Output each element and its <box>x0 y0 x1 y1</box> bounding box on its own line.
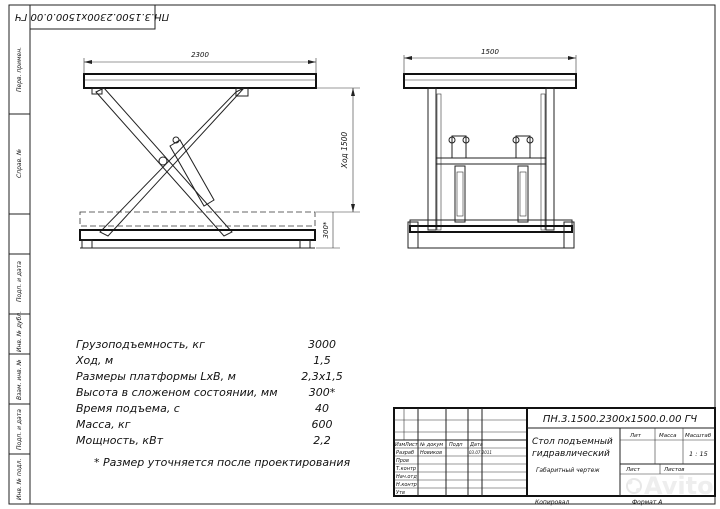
spec-label-stroke: Ход, м <box>76 354 114 367</box>
dim-folded: 300* <box>322 221 330 239</box>
rev-header-docno: № докум <box>420 442 444 448</box>
side-label-orig-no: Инв. № подл. <box>16 458 23 500</box>
spec-value-folded-height: 300* <box>308 386 336 399</box>
spec-value-platform-size: 2,3x1,5 <box>301 370 343 383</box>
side-label-ref-no: Справ. № <box>16 148 23 178</box>
developer-name: Новиков <box>420 450 443 456</box>
spec-label-mass: Масса, кг <box>76 418 131 431</box>
col-mass: Масса <box>659 433 677 439</box>
sheets-label: Листов <box>664 467 685 473</box>
rev-header-change: Изм <box>395 442 406 448</box>
spec-value-power: 2,2 <box>313 434 331 447</box>
title-doc-type: Габаритный чертеж <box>536 467 600 474</box>
title-name-line1: Стол подъемный <box>532 437 613 447</box>
role-developer: Разраб <box>396 450 415 456</box>
spec-value-capacity: 3000 <box>308 338 336 351</box>
watermark-text: Avito <box>644 472 714 500</box>
side-label-dup-no: Инв. № дубл. <box>16 310 23 352</box>
role-tcontrol: Т.контр <box>396 466 417 472</box>
title-doc-code: ПН.3.1500.2300x1500.0.00 ГЧ <box>542 414 698 425</box>
role-checker: Пров <box>396 458 409 464</box>
front-view <box>80 74 316 248</box>
spec-value-stroke: 1,5 <box>313 354 331 367</box>
role-approved: Утв <box>396 490 405 496</box>
rev-header-date: Дата <box>470 442 483 448</box>
spec-label-lift-time: Время подъема, с <box>76 402 180 415</box>
spec-label-folded-height: Высота в сложеном состоянии, мм <box>76 386 278 399</box>
rev-header-sheet: Лист <box>405 442 418 448</box>
front-view-dimensions <box>84 58 360 248</box>
footnote: * Размер уточняется после проектирования <box>94 456 351 469</box>
side-view-dimensions <box>404 55 576 74</box>
dim-width-right: 1500 <box>481 48 499 56</box>
role-head-dept: Нач.отд <box>396 474 417 480</box>
spec-label-platform-size: Размеры платформы LxB, м <box>76 370 236 383</box>
spec-value-lift-time: 40 <box>315 402 329 415</box>
rev-header-sign: Подп <box>449 442 463 448</box>
top-stamp-code: ПН.3.1500.2300x1500.0.00 ГЧ <box>14 11 170 22</box>
copied-label: Копировал <box>535 499 570 506</box>
side-view <box>404 74 576 248</box>
side-label-sign-date-2: Подп. и дата <box>16 409 23 450</box>
spec-label-capacity: Грузоподъемность, кг <box>76 338 205 351</box>
dim-width-left: 2300 <box>191 51 209 59</box>
side-label-replace-no: Взам. инв. № <box>16 359 23 400</box>
side-label-first-use: Перв. примен. <box>16 46 23 92</box>
side-label-sign-date-1: Подп. и дата <box>16 261 23 302</box>
col-scale: Масштаб <box>685 433 712 439</box>
sheet-label: Лист <box>626 467 640 473</box>
col-lit: Лит <box>630 433 641 439</box>
dim-stroke: Ход 1500 <box>340 131 349 169</box>
spec-value-mass: 600 <box>311 418 333 431</box>
developer-date: 03.07.2011 <box>469 450 492 455</box>
role-ncontrol: Н.контр <box>396 482 417 488</box>
format-label: Формат A <box>632 499 663 506</box>
spec-label-power: Мощность, кВт <box>76 434 164 447</box>
scale-value: 1 : 15 <box>689 450 708 458</box>
title-name-line2: гидравлический <box>532 449 610 459</box>
